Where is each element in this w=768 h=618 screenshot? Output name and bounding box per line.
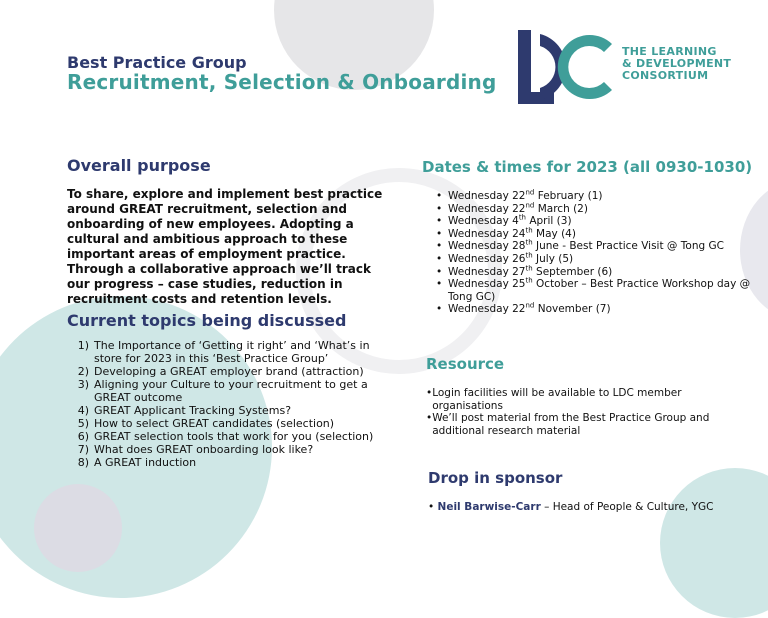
topic-number: 4) xyxy=(77,404,89,417)
topic-item xyxy=(67,339,387,365)
topic-text: How to select GREAT candidates (selection) xyxy=(94,417,335,430)
topic-text: A GREAT induction xyxy=(94,456,197,469)
purpose-text: To share, explore and implement best practice around GREAT recruitment, selection and onboarding of new employees. Adopting a cultural and ambitious approach to these important areas of employment practice. Through a collaborative approach we’ll track our progress – case studies, reduction in recruitment costs and retention levels. xyxy=(67,187,383,306)
date-suffix: th xyxy=(525,264,533,273)
topic-number: 8) xyxy=(77,456,89,469)
date-item xyxy=(436,278,756,303)
resource-text: Login facilities will be available to LDC member organisations xyxy=(432,387,682,412)
date-day: Wednesday 22 xyxy=(448,303,526,316)
bullet: • xyxy=(436,202,443,215)
bullet: • xyxy=(426,387,433,399)
purpose-heading: Overall purpose xyxy=(67,156,211,175)
dates-list xyxy=(436,190,756,316)
date-suffix: th xyxy=(525,238,533,247)
sponsor-name: Neil Barwise-Carr xyxy=(437,501,541,513)
logo-text xyxy=(622,46,731,82)
topic-number: 6) xyxy=(77,430,89,443)
topic-item xyxy=(67,365,387,378)
topic-item xyxy=(67,456,387,469)
bullet: • xyxy=(436,303,443,316)
sponsor-role: – Head of People & Culture, YGC xyxy=(540,501,714,513)
date-item xyxy=(436,190,756,203)
topics-list xyxy=(67,339,387,469)
topic-item xyxy=(67,443,387,456)
topic-text: What does GREAT onboarding look like? xyxy=(94,443,314,456)
topic-number: 2) xyxy=(77,365,89,378)
date-suffix: th xyxy=(518,213,526,222)
date-detail: October – Best Practice Workshop day @ Tong GC) xyxy=(448,278,751,303)
date-day: Wednesday 4 xyxy=(448,215,519,228)
date-item xyxy=(436,240,756,253)
topics-heading: Current topics being discussed xyxy=(67,311,347,330)
bullet: • xyxy=(436,215,443,228)
topic-item xyxy=(67,417,387,430)
bullet: • xyxy=(436,190,443,202)
date-detail: June - Best Practice Visit @ Tong GC xyxy=(532,240,724,253)
topic-text: GREAT selection tools that work for you (selection) xyxy=(94,430,374,443)
bullet: • xyxy=(436,240,443,253)
resource-heading: Resource xyxy=(426,355,505,373)
date-suffix: th xyxy=(525,251,533,260)
date-detail: November (7) xyxy=(534,303,611,316)
date-suffix: th xyxy=(525,226,533,235)
date-detail: September (6) xyxy=(532,265,613,278)
date-day: Wednesday 22 xyxy=(448,202,526,215)
topic-text: GREAT Applicant Tracking Systems? xyxy=(94,404,292,417)
bullet: • xyxy=(436,265,443,278)
topic-number: 7) xyxy=(77,443,89,456)
date-suffix: nd xyxy=(525,301,535,310)
date-day: Wednesday 22 xyxy=(448,190,526,202)
topic-item xyxy=(67,378,387,404)
bullet: • xyxy=(436,278,443,291)
topic-text: Aligning your Culture to your recruitment to get a GREAT outcome xyxy=(94,378,368,404)
date-suffix: th xyxy=(525,276,533,285)
topic-item xyxy=(67,430,387,443)
date-item xyxy=(436,203,756,216)
logo-text-line: CONSORTIUM xyxy=(622,69,709,82)
bullet: • xyxy=(436,227,443,240)
group-label: Best Practice Group xyxy=(67,53,247,72)
page-title: Recruitment, Selection & Onboarding xyxy=(67,70,497,94)
date-item xyxy=(436,228,756,241)
sponsor-heading: Drop in sponsor xyxy=(428,469,563,487)
date-item xyxy=(436,266,756,279)
topic-text: Developing a GREAT employer brand (attraction) xyxy=(94,365,364,378)
date-item xyxy=(436,215,756,228)
date-item xyxy=(436,303,756,316)
bullet: • xyxy=(426,412,433,425)
date-detail: February (1) xyxy=(534,190,603,202)
dates-heading: Dates & times for 2023 (all 0930-1030) xyxy=(422,158,753,176)
topic-number: 3) xyxy=(77,378,89,391)
date-day: Wednesday 28 xyxy=(448,240,526,253)
topic-number: 1) xyxy=(77,339,89,352)
date-day: Wednesday 27 xyxy=(448,265,526,278)
date-suffix: nd xyxy=(525,201,535,210)
date-day: Wednesday 25 xyxy=(448,278,526,291)
date-detail: April (3) xyxy=(526,215,572,228)
decorative-circle-bottom-right xyxy=(660,468,768,618)
decorative-circle-bottom-left xyxy=(34,484,122,572)
resource-list xyxy=(426,387,746,437)
logo-text-line: THE LEARNING xyxy=(622,45,717,58)
topic-text: The Importance of ‘Getting it right’ and ‘What’s in store for 2023 in this ‘Best Practice Group’ xyxy=(94,339,370,365)
bullet: • xyxy=(428,501,435,513)
date-day: Wednesday 26 xyxy=(448,252,526,265)
sponsor-line xyxy=(428,501,713,513)
topic-item xyxy=(67,404,387,417)
topic-number: 5) xyxy=(77,417,89,430)
date-detail: May (4) xyxy=(532,227,576,240)
resource-text: We’ll post material from the Best Practice Group and additional research material xyxy=(432,412,710,437)
resource-item xyxy=(426,387,746,412)
bullet: • xyxy=(436,252,443,265)
ldc-logo xyxy=(518,30,618,104)
date-day: Wednesday 24 xyxy=(448,227,526,240)
date-item xyxy=(436,253,756,266)
date-detail: July (5) xyxy=(532,252,574,265)
date-suffix: nd xyxy=(525,188,535,197)
resource-item xyxy=(426,412,746,437)
date-detail: March (2) xyxy=(534,202,588,215)
logo-text-line: & DEVELOPMENT xyxy=(622,57,732,70)
